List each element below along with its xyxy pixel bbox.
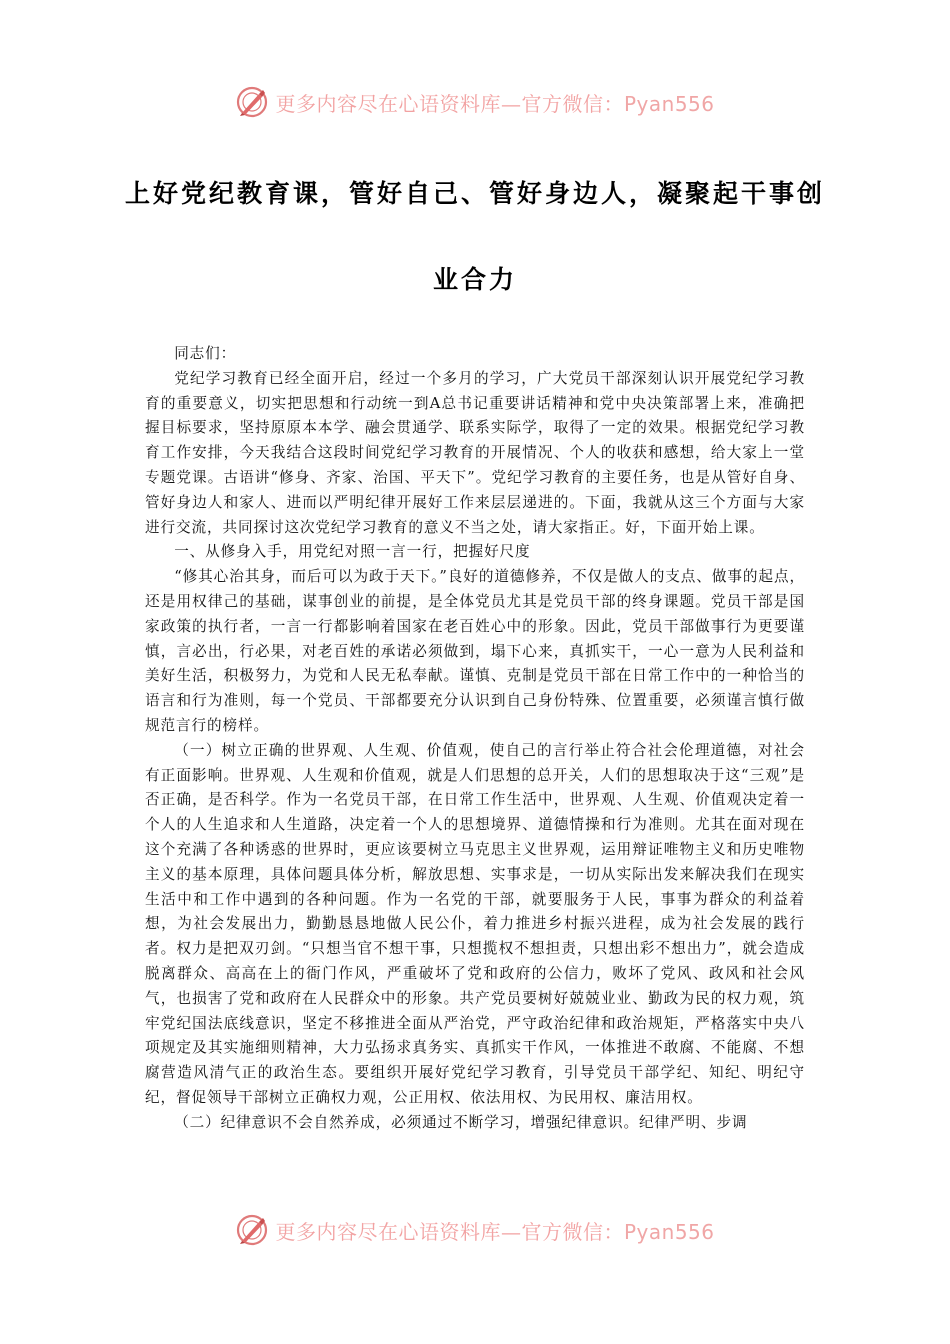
watermark-footer: [0, 1210, 950, 1250]
paragraph-section-1: “修其心治其身，而后可以为政于天下。”良好的道德修养，不仅是做人的支点、做事的起点，还是用权律己的基础，谋事创业的前提，是全体党员尤其是党员干部的终身课题。党员干部是国家政策的执行者，一言一行都影响着国家在老百姓心中的形象。因此，党员干部做事行为更要谨慎，言必出，行必果，对老百姓的承诺必须做到，塌下心来，真抓实干，一心一意为人民利益和美好生活，积极努力，为党和人民无私奉献。谨慎、克制是党员干部在日常工作中的一种恰当的语言和行为准则，每一个党员、干部都要充分认识到自己身份特殊、位置重要，必须谨言慎行做规范言行的榜样。: [145, 568, 805, 734]
document-title-continued: 业合力: [432, 265, 517, 294]
pen-logo-icon: [235, 85, 269, 119]
salutation: 同志们：: [174, 345, 237, 362]
document-body: [145, 342, 805, 1136]
pen-logo-icon: [235, 1213, 269, 1247]
document-title: 上好党纪教育课，管好自己、管好身边人，凝聚起干事创: [124, 179, 825, 208]
paragraph-subsection-2: （二）纪律意识不会自然养成，必须通过不断学习，增强纪律意识。纪律严明、步调: [174, 1113, 748, 1131]
watermark-text: 更多内容尽在心语资料库—官方微信：Pyan556: [275, 91, 715, 116]
paragraph-subsection-1: （一）树立正确的世界观、人生观、价值观，使自己的言行举止符合社会伦理道德，对社会有正面影响。世界观、人生观和价值观，就是人们思想的总开关，人们的思想取决于这“三观”是否正确，是否科学。作为一名党员干部，在日常工作生活中，世界观、人生观、价值观决定着一个人的人生追求和人生道路，决定着一个人的思想境界、道德情操和行为准则。尤其在面对现在这个充满了各种诱惑的世界时，更应该要树立马克思主义世界观，运用辩证唯物主义和历史唯物主义的基本原理，具体问题具体分析，解放思想、实事求是，一切从实际出发来解决我们在现实生活中和工作中遇到的各种问题。作为一名党的干部，就要服务于人民，事事为群众的利益着想，为社会发展出力，勤勤恳恳地做人民公仆，着力推进乡村振兴进程，成为社会发展的践行者。权力是把双刃剑。“只想当官不想干事，只想揽权不想担责，只想出彩不想出力”，就会造成脱离群众、高高在上的衙门作风，严重破坏了党和政府的公信力，败坏了党风、政风和社会风气，也损害了党和政府在人民群众中的形象。共产党员要树好兢兢业业、勤政为民的权力观，筑牢党纪国法底线意识，坚定不移推进全面从严治党，严守政治纪律和政治规矩，严格落实中央八项规定及其实施细则精神，大力弘扬求真务实、真抓实干作风，一体推进不敢腐、不能腐、不想腐营造风清气正的政治生态。要组织开展好党纪学习教育，引导党员干部学纪、知纪、明纪守纪，督促领导干部树立正确权力观，公正用权、依法用权、为民用权、廉洁用权。: [145, 741, 805, 1106]
paragraph-intro: 党纪学习教育已经全面开启，经过一个多月的学习，广大党员干部深刻认识开展党纪学习教育的重要意义，切实把思想和行动统一到A总书记重要讲话精神和党中央决策部署上来，准确把握目标要求，坚持原原本本学、融会贯通学、联系实际学，取得了一定的效果。根据党纪学习教育工作安排，今天我结合这段时间党纪学习教育的开展情况、个人的收获和感想，给大家上一堂专题党课。古语讲“修身、齐家、治国、平天下”。党纪学习教育的主要任务，也是从管好自身、管好身边人和家人、进而以严明纪律开展好工作来层层递进的。下面，我就从这三个方面与大家进行交流，共同探讨这次党纪学习教育的意义不当之处，请大家指正。好，下面开始上课。: [145, 369, 805, 536]
watermark-text: 更多内容尽在心语资料库—官方微信：Pyan556: [275, 1219, 715, 1244]
watermark-header: [0, 82, 950, 122]
section-heading-1: 一、从修身入手，用党纪对照一言一行，把握好尺度: [174, 543, 531, 561]
